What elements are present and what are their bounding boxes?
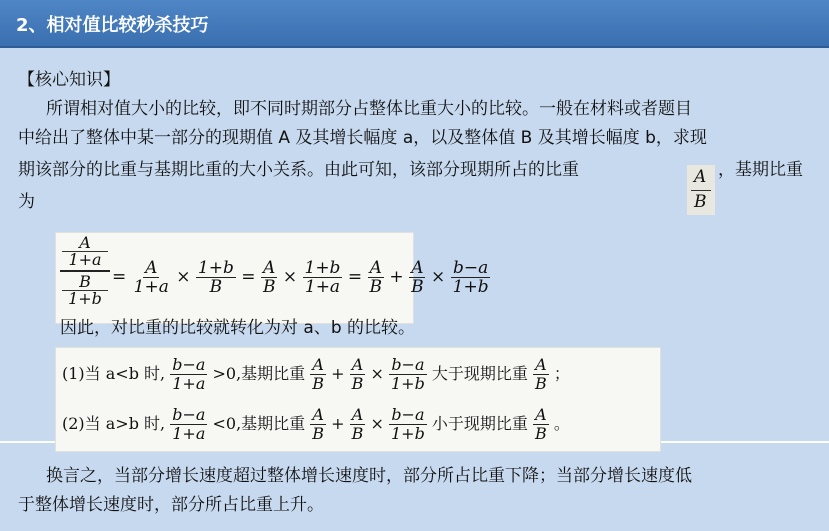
frac-A-1plusa: $\frac{A}{1+a}$ bbox=[133, 258, 169, 297]
compound-numerator bbox=[62, 235, 108, 268]
case2-frac-bminusa: $\frac{b-a}{1+b}$ bbox=[391, 405, 425, 443]
frac-A-B-1: $\frac{A}{B}$ bbox=[262, 258, 276, 297]
conclusion-line-1: 换言之，当部分增长速度超过整体增长速度时，部分所占比重下降；当部分增长速度低 bbox=[46, 466, 692, 486]
frac-1plusb-B: $\frac{1+b}{B}$ bbox=[197, 258, 234, 297]
equals-2: = bbox=[241, 267, 256, 287]
frac-1plusb-1plusa: $\frac{1+b}{1+a}$ bbox=[304, 258, 341, 297]
section-title: 2、相对值比较秒杀技巧 bbox=[16, 15, 209, 36]
fraction-denominator: B bbox=[694, 192, 707, 212]
fraction-numerator: A bbox=[694, 167, 707, 187]
case2-frac-AB-3: $\frac{A}{B}$ bbox=[535, 405, 547, 443]
case-2: (2)当 a>b 时, $\frac{b-a}{1+a}$ <0,基期比重 $\frac{A}{B}$ + $\frac{A}{B}$ × $\frac{b-a}{1+b}$ 小于现期比重 $\frac{A}{B}$ 。 bbox=[62, 405, 570, 443]
paragraph-line-3-end: ，基期比重 bbox=[718, 160, 803, 180]
paragraph-line-1: 所谓相对值大小的比较，即不同时期部分占整体比重大小的比较。一般在材料或者题目 bbox=[46, 99, 692, 119]
case1-frac-AB-3: $\frac{A}{B}$ bbox=[535, 355, 547, 393]
case1-frac-bminusa: $\frac{b-a}{1+b}$ bbox=[391, 355, 425, 393]
compound-num-1plusa: 1+a bbox=[62, 251, 108, 268]
compound-denominator bbox=[62, 274, 108, 307]
cases-formula bbox=[55, 347, 661, 452]
case1-end: 大于现期比重 bbox=[431, 364, 528, 383]
case-1: (1)当 a<b 时, $\frac{b-a}{1+a}$ >0,基期比重 $\frac{A}{B}$ + $\frac{A}{B}$ × $\frac{b-a}{1+b}$ 大于现期比重 $\frac{A}{B}$ ； bbox=[62, 355, 570, 393]
frac-bminusa-1plusb: $\frac{b-a}{1+b}$ bbox=[452, 258, 489, 297]
paragraph-line-3: 期该部分的比重与基期比重的大小关系。由此可知，该部分现期所占的比重 bbox=[18, 160, 579, 180]
case2-mid: <0,基期比重 bbox=[212, 414, 306, 433]
case2-end: 小于现期比重 bbox=[431, 414, 528, 433]
times-2: × bbox=[282, 267, 298, 287]
compound-den-B: B bbox=[79, 272, 91, 291]
base-ratio-formula bbox=[55, 232, 489, 324]
paragraph-line-2: 中给出了整体中某一部分的现期值 A 及其增长幅度 a，以及整体值 B 及其增长幅度 b，求现 bbox=[18, 128, 707, 148]
conclusion-line-2: 于整体增长速度时，部分所占比重上升。 bbox=[18, 495, 324, 515]
frac-A-B-3: $\frac{A}{B}$ bbox=[411, 258, 424, 297]
case1-frac-AB-2: $\frac{A}{B}$ bbox=[351, 355, 364, 393]
times-3: × bbox=[430, 267, 446, 287]
compound-num-A: A bbox=[79, 233, 91, 252]
case1-frac-AB: $\frac{A}{B}$ bbox=[312, 355, 325, 393]
plus-1: + bbox=[389, 267, 404, 287]
times-1: × bbox=[176, 267, 191, 287]
case1-mid: >0,基期比重 bbox=[212, 364, 306, 383]
case1-prefix: (1)当 a<b 时, bbox=[62, 364, 166, 383]
paragraph-line-4: 为 bbox=[18, 192, 35, 212]
case1-frac-diff: $\frac{b-a}{1+a}$ bbox=[172, 355, 206, 393]
equals-3: = bbox=[347, 267, 363, 287]
case2-frac-AB: $\frac{A}{B}$ bbox=[312, 405, 325, 443]
section-header bbox=[0, 0, 829, 48]
case2-frac-AB-2: $\frac{A}{B}$ bbox=[351, 405, 364, 443]
case2-frac-diff: $\frac{b-a}{1+a}$ bbox=[172, 405, 206, 443]
formula-chain bbox=[112, 259, 491, 296]
equals-1: = bbox=[112, 267, 127, 287]
compound-den-1plusb: 1+b bbox=[62, 290, 108, 307]
case2-prefix: (2)当 a>b 时, bbox=[62, 414, 166, 433]
core-knowledge-heading: 【核心知识】 bbox=[18, 70, 120, 90]
frac-A-B-2: $\frac{A}{B}$ bbox=[369, 258, 383, 297]
conversion-statement: 因此，对比重的比较就转化为对 a、b 的比较。 bbox=[60, 318, 416, 338]
